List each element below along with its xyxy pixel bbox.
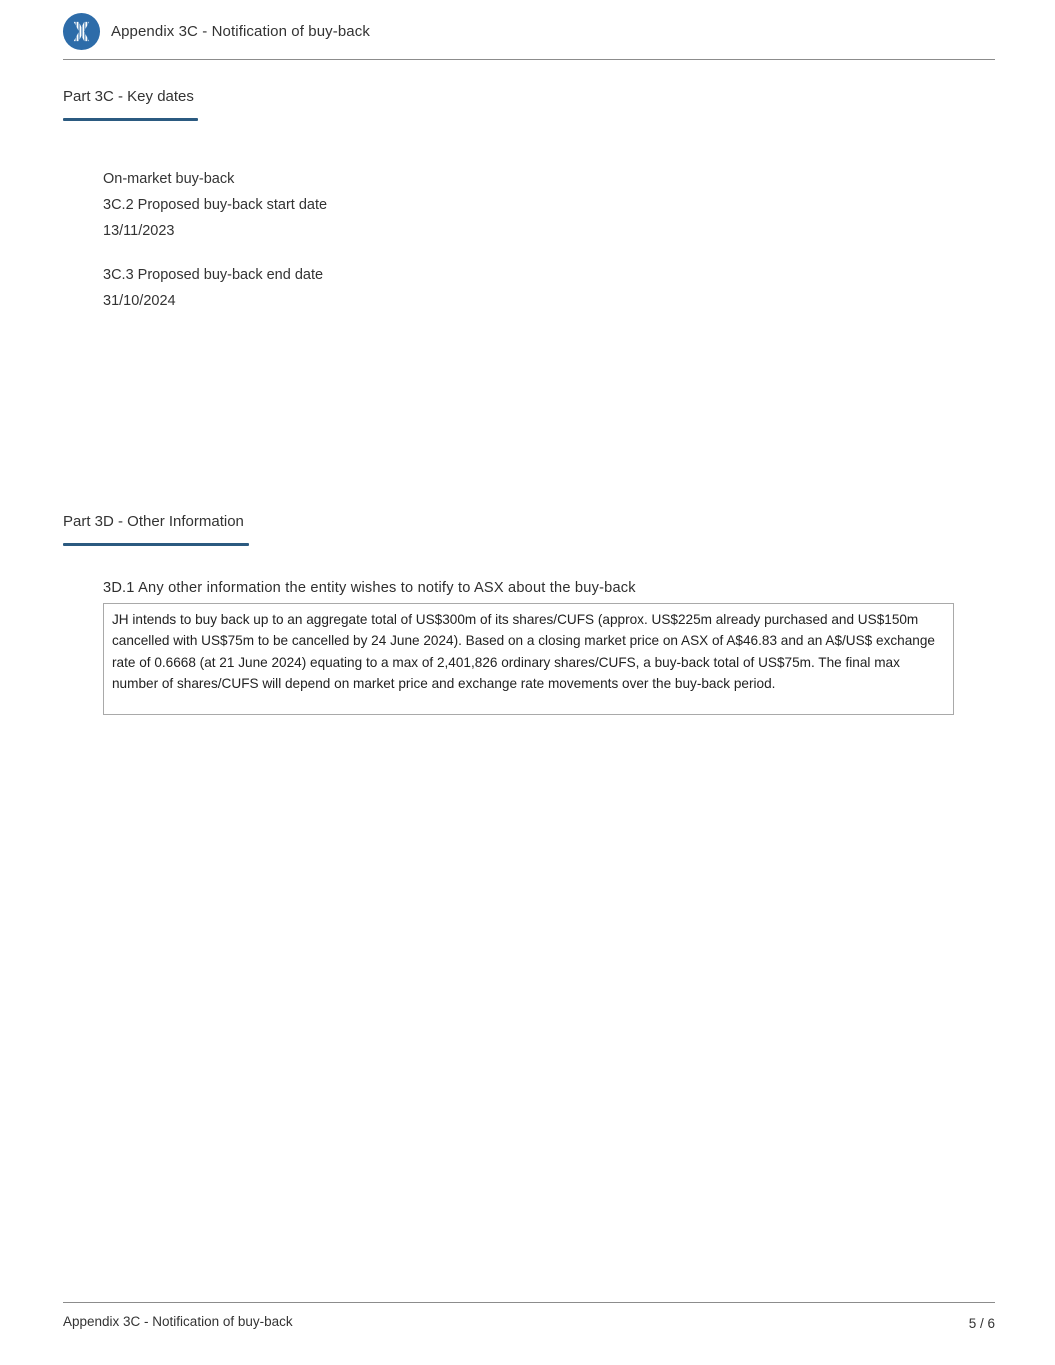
footer-page-indicator: 5 / 6: [968, 1316, 995, 1331]
header-title: Appendix 3C - Notification of buy-back: [111, 22, 370, 40]
part-3c-body: [103, 166, 327, 314]
field-3d1-label: 3D.1 Any other information the entity wishes to notify to ASX about the buy-back: [103, 580, 636, 596]
field-3c2-label: 3C.2 Proposed buy-back start date: [103, 197, 328, 213]
field-3c3-label: 3C.3 Proposed buy-back end date: [103, 267, 324, 283]
footer-divider: [63, 1302, 995, 1303]
field-3c2-value: 13/11/2023: [103, 223, 175, 239]
footer-title: Appendix 3C - Notification of buy-back: [63, 1314, 293, 1329]
part-3c-heading: Part 3C - Key dates: [63, 88, 194, 105]
part-3d-heading-underline: [63, 543, 249, 546]
part-3d-heading: Part 3D - Other Information: [63, 513, 244, 530]
field-3c3-value: 31/10/2024: [103, 293, 176, 309]
asx-logo-icon: [62, 12, 101, 51]
document-header: [62, 11, 370, 51]
part-3c-heading-underline: [63, 118, 198, 121]
group-label-on-market-buy-back: On-market buy-back: [103, 171, 235, 187]
field-3c3: [103, 262, 327, 314]
header-divider: [63, 59, 995, 60]
field-3d1-answer-box: JH intends to buy back up to an aggregate total of US$300m of its shares/CUFS (approx. US$225m already purchased and US$150m cancelled with US$75m to be cancelled by 24 June 2024). Based on a closing market price on ASX of A$46.83 and an A$/US$ exchange rate of 0.6668 (at 21 June 2024) equating to a max of 2,401,826 ordinary shares/CUFS, a buy-back total of US$75m. The final max number of shares/CUFS will depend on market price and exchange rate movements over the buy-back period.: [103, 603, 954, 715]
field-3c2: [103, 192, 327, 244]
